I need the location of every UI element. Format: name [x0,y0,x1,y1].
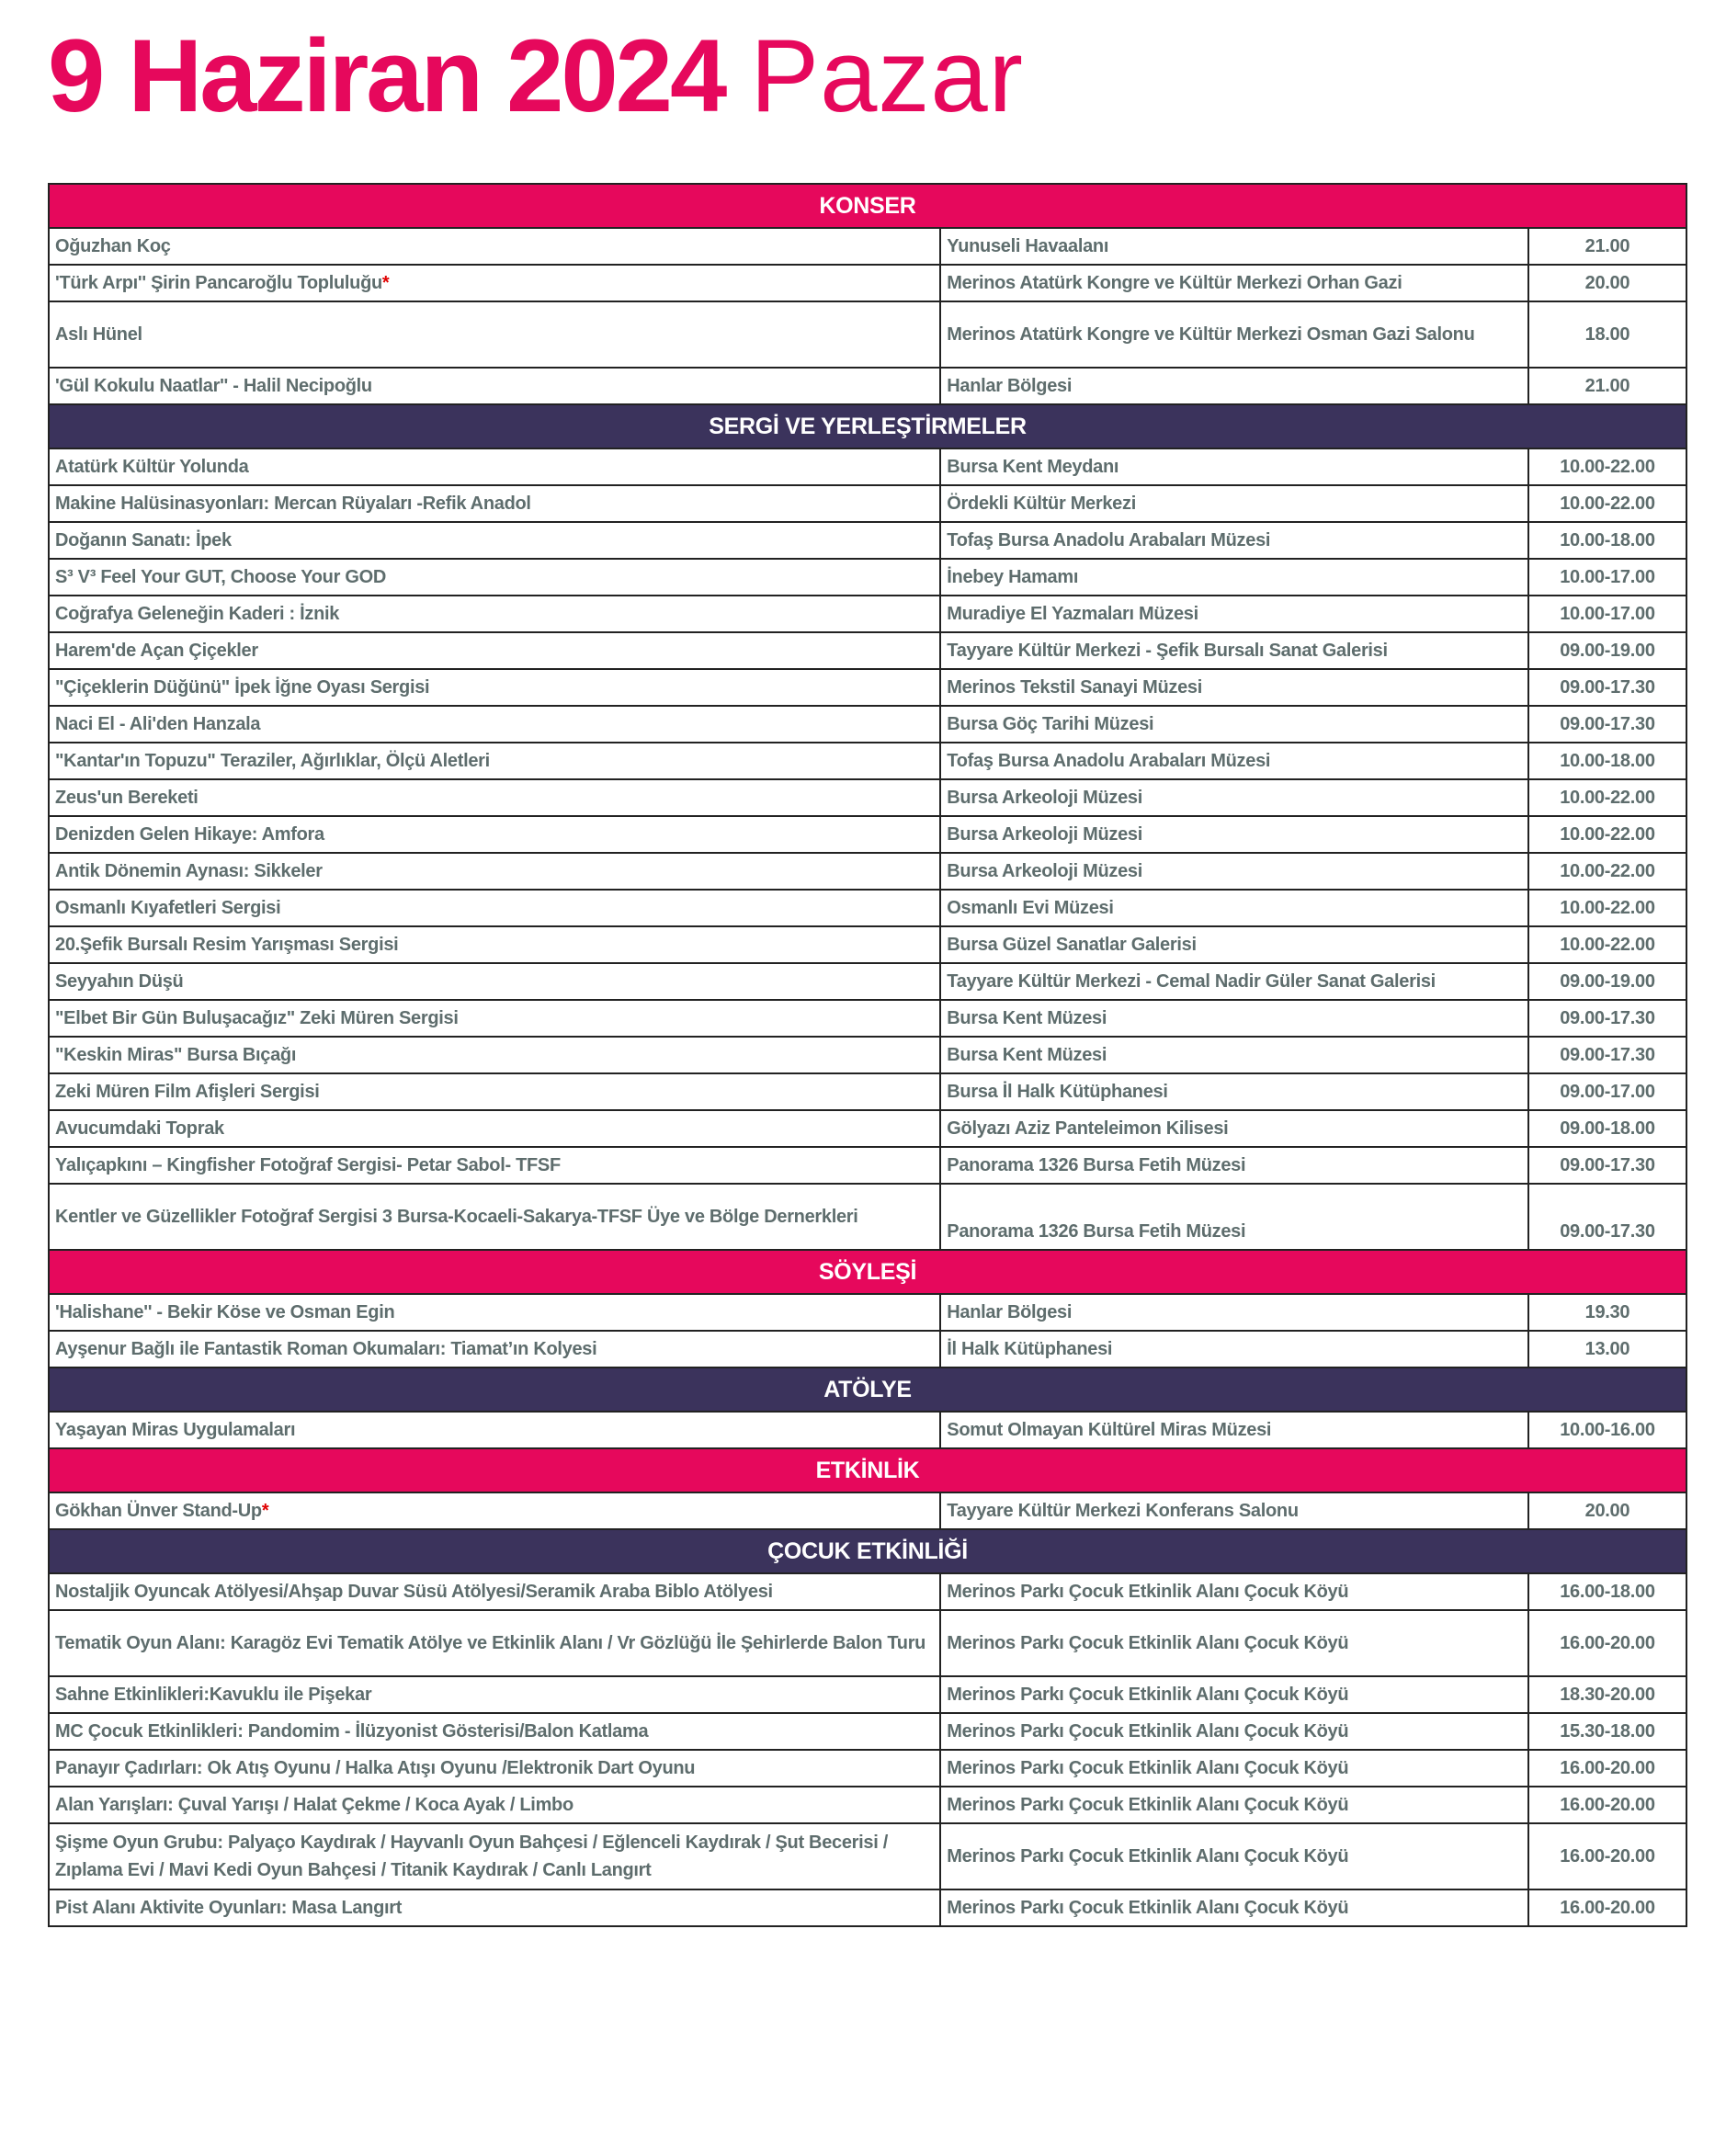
place-cell [940,1787,1528,1823]
time-cell [1528,1331,1686,1367]
event-cell [49,1000,940,1037]
place-cell [940,890,1528,926]
place-cell-text: Panorama 1326 Bursa Fetih Müzesi [947,1155,1246,1175]
time-cell [1528,1110,1686,1147]
place-cell-text: Muradiye El Yazmaları Müzesi [947,604,1198,624]
section-header [49,1367,1686,1412]
time-cell-text: 21.00 [1584,236,1630,256]
place-cell-text: Tofaş Bursa Anadolu Arabaları Müzesi [947,530,1271,550]
time-cell-text: 16.00-20.00 [1560,1846,1655,1867]
place-cell [940,1676,1528,1713]
event-cell [49,1610,940,1676]
time-cell-text: 10.00-17.00 [1560,604,1655,624]
place-cell-text: Tayyare Kültür Merkezi - Cemal Nadir Güler Sanat Galerisi [947,971,1436,992]
event-cell-text: Oğuzhan Koç [55,236,171,256]
event-cell [49,1889,940,1926]
section-title-text: SÖYLEŞİ [818,1259,917,1285]
table-row [49,301,1686,368]
time-cell-text: 09.00-17.00 [1560,1082,1655,1102]
event-cell [49,448,940,485]
event-cell-text: 'Türk Arpı'' Şirin Pancaroğlu Topluluğu [55,273,382,293]
time-cell-text: 10.00-22.00 [1560,457,1655,477]
place-cell [940,779,1528,816]
event-cell-text: Aslı Hünel [55,324,142,345]
event-cell [49,1713,940,1750]
table-row [49,1073,1686,1110]
place-cell-text: Merinos Parkı Çocuk Etkinlik Alanı Çocuk Köyü [947,1582,1349,1602]
time-cell-text: 21.00 [1584,376,1630,396]
event-cell-text: Zeki Müren Film Afişleri Sergisi [55,1082,320,1102]
event-cell-text: MC Çocuk Etkinlikleri: Pandomim - İlüzyonist Gösterisi/Balon Katlama [55,1721,649,1742]
place-cell-text: Bursa İl Halk Kütüphanesi [947,1082,1168,1102]
table-row [49,265,1686,301]
schedule-table [48,183,1687,1927]
time-cell-text: 09.00-17.30 [1560,1221,1655,1242]
event-cell-text: Harem'de Açan Çiçekler [55,641,258,661]
time-cell-text: 10.00-18.00 [1560,751,1655,771]
place-cell [940,1492,1528,1529]
time-cell-text: 18.00 [1584,324,1630,345]
place-cell-text: Tayyare Kültür Merkezi Konferans Salonu [947,1501,1299,1521]
event-cell [49,368,940,404]
place-cell [940,522,1528,559]
time-cell-text: 09.00-17.30 [1560,1045,1655,1065]
time-cell [1528,669,1686,706]
place-cell-text: İnebey Hamamı [947,567,1079,587]
event-cell [49,1331,940,1367]
event-cell [49,301,940,368]
place-cell-text: Merinos Parkı Çocuk Etkinlik Alanı Çocuk Köyü [947,1758,1349,1778]
time-cell [1528,1492,1686,1529]
time-cell-text: 16.00-20.00 [1560,1633,1655,1653]
table-row [49,853,1686,890]
place-cell-text: Panorama 1326 Bursa Fetih Müzesi [947,1221,1246,1242]
time-cell [1528,1676,1686,1713]
place-cell [940,1110,1528,1147]
table-row [49,1492,1686,1529]
section-title [49,1529,1686,1573]
event-cell-text: Doğanın Sanatı: İpek [55,530,232,550]
place-cell [940,1412,1528,1448]
time-cell [1528,265,1686,301]
place-cell-text: İl Halk Kütüphanesi [947,1339,1113,1359]
event-cell [49,926,940,963]
place-cell [940,1889,1528,1926]
event-cell-text: Seyyahın Düşü [55,971,184,992]
time-cell-text: 10.00-22.00 [1560,935,1655,955]
time-cell-text: 16.00-18.00 [1560,1582,1655,1602]
time-cell-text: 10.00-18.00 [1560,530,1655,550]
event-cell-text: Antik Dönemin Aynası: Sikkeler [55,861,323,881]
event-cell [49,1676,940,1713]
time-cell [1528,1713,1686,1750]
section-title-text: SERGİ VE YERLEŞTİRMELER [709,414,1027,439]
time-cell-text: 10.00-22.00 [1560,861,1655,881]
time-cell-text: 19.30 [1584,1302,1630,1322]
section-header [49,1529,1686,1573]
section-title [49,184,1686,228]
section-title [49,1448,1686,1492]
required-marker: * [381,273,390,293]
time-cell-text: 10.00-22.00 [1560,824,1655,845]
time-cell [1528,301,1686,368]
event-cell-text: Naci El - Ali'den Hanzala [55,714,261,734]
event-cell-text: 'Halishane'' - Bekir Köse ve Osman Egin [55,1302,395,1322]
place-cell-text: Somut Olmayan Kültürel Miras Müzesi [947,1420,1272,1440]
place-cell [940,669,1528,706]
event-cell-text: Tematik Oyun Alanı: Karagöz Evi Tematik Atölye ve Etkinlik Alanı / Vr Gözlüğü İle Şehirlerde Balon Turu [55,1633,926,1653]
place-cell [940,1073,1528,1110]
event-cell [49,559,940,596]
section-title-text: ETKİNLİK [815,1458,920,1483]
event-cell [49,1823,940,1889]
place-cell-text: Bursa Arkeoloji Müzesi [947,824,1142,845]
event-cell [49,1073,940,1110]
place-cell-text: Hanlar Bölgesi [947,1302,1073,1322]
event-cell [49,669,940,706]
event-cell-text: Ayşenur Bağlı ile Fantastik Roman Okumaları: Tiamat’ın Kolyesi [55,1339,597,1359]
time-cell [1528,522,1686,559]
event-cell [49,1573,940,1610]
table-row [49,1676,1686,1713]
section-header [49,1250,1686,1294]
table-row [49,963,1686,1000]
time-cell [1528,1787,1686,1823]
title-day: Pazar [750,18,1024,133]
time-cell-text: 16.00-20.00 [1560,1898,1655,1918]
table-row [49,890,1686,926]
section-header [49,404,1686,448]
event-cell-text: Coğrafya Geleneğin Kaderi : İznik [55,604,340,624]
place-cell-text: Merinos Parkı Çocuk Etkinlik Alanı Çocuk Köyü [947,1633,1349,1653]
time-cell [1528,1147,1686,1184]
event-cell-text: S³ V³ Feel Your GUT, Choose Your GOD [55,567,386,587]
table-row [49,368,1686,404]
event-cell [49,706,940,743]
place-cell-text: Merinos Parkı Çocuk Etkinlik Alanı Çocuk Köyü [947,1795,1349,1815]
time-cell [1528,1037,1686,1073]
place-cell [940,301,1528,368]
title-date: 9 Haziran 2024 [48,18,725,133]
place-cell-text: Hanlar Bölgesi [947,376,1073,396]
event-cell-text: Panayır Çadırları: Ok Atış Oyunu / Halka Atışı Oyunu /Elektronik Dart Oyunu [55,1758,696,1778]
place-cell [940,485,1528,522]
event-cell-text: Atatürk Kültür Yolunda [55,457,249,477]
table-row [49,228,1686,265]
table-row [49,1610,1686,1676]
time-cell-text: 13.00 [1584,1339,1630,1359]
place-cell [940,1573,1528,1610]
event-cell-text: Pist Alanı Aktivite Oyunları: Masa Langırt [55,1898,403,1918]
place-cell-text: Bursa Göç Tarihi Müzesi [947,714,1154,734]
place-cell-text: Merinos Atatürk Kongre ve Kültür Merkezi Orhan Gazi [947,273,1402,293]
event-cell [49,1110,940,1147]
place-cell [940,368,1528,404]
place-cell [940,265,1528,301]
event-cell-text: Makine Halüsinasyonları: Mercan Rüyaları -Refik Anadol [55,494,531,514]
time-cell-text: 10.00-17.00 [1560,567,1655,587]
section-title-text: KONSER [819,193,916,219]
time-cell [1528,1073,1686,1110]
place-cell [940,743,1528,779]
event-cell [49,265,940,301]
table-row [49,816,1686,853]
time-cell-text: 20.00 [1584,273,1630,293]
time-cell [1528,596,1686,632]
place-cell [940,632,1528,669]
place-cell [940,1000,1528,1037]
time-cell [1528,853,1686,890]
time-cell-text: 18.30-20.00 [1560,1685,1655,1705]
event-cell-text: Osmanlı Kıyafetleri Sergisi [55,898,281,918]
table-row [49,596,1686,632]
table-row [49,1823,1686,1889]
place-cell-text: Merinos Atatürk Kongre ve Kültür Merkezi Osman Gazi Salonu [947,324,1475,345]
place-cell-text: Gölyazı Aziz Panteleimon Kilisesi [947,1118,1229,1139]
place-cell-text: Tayyare Kültür Merkezi - Şefik Bursalı Sanat Galerisi [947,641,1388,661]
time-cell-text: 15.30-18.00 [1560,1721,1655,1742]
time-cell-text: 10.00-22.00 [1560,898,1655,918]
required-marker: * [261,1501,269,1521]
table-row [49,1110,1686,1147]
table-row [49,1294,1686,1331]
section-title [49,1367,1686,1412]
place-cell-text: Bursa Arkeoloji Müzesi [947,861,1142,881]
event-cell-text: "Keskin Miras" Bursa Bıçağı [55,1045,297,1065]
table-row [49,448,1686,485]
place-cell [940,706,1528,743]
event-cell-text: Alan Yarışları: Çuval Yarışı / Halat Çekme / Koca Ayak / Limbo [55,1795,573,1815]
place-cell-text: Yunuseli Havaalanı [947,236,1109,256]
time-cell [1528,743,1686,779]
table-row [49,1787,1686,1823]
event-cell-text: 20.Şefik Bursalı Resim Yarışması Sergisi [55,935,399,955]
place-cell-text: Bursa Güzel Sanatlar Galerisi [947,935,1197,955]
event-cell-text: "Çiçeklerin Düğünü" İpek İğne Oyası Sergisi [55,677,430,698]
event-cell-text: Denizden Gelen Hikaye: Amfora [55,824,324,845]
table-row [49,743,1686,779]
table-row [49,1000,1686,1037]
time-cell-text: 10.00-22.00 [1560,494,1655,514]
time-cell [1528,485,1686,522]
table-row [49,1889,1686,1926]
place-cell-text: Merinos Parkı Çocuk Etkinlik Alanı Çocuk Köyü [947,1846,1349,1867]
event-cell-text: Sahne Etkinlikleri:Kavuklu ile Pişekar [55,1685,372,1705]
event-cell-text: Gökhan Ünver Stand-Up [55,1501,262,1521]
time-cell [1528,926,1686,963]
time-cell [1528,1000,1686,1037]
time-cell [1528,816,1686,853]
table-row [49,1573,1686,1610]
time-cell [1528,1294,1686,1331]
time-cell-text: 10.00-22.00 [1560,788,1655,808]
time-cell-text: 09.00-19.00 [1560,641,1655,661]
table-row [49,779,1686,816]
time-cell-text: 20.00 [1584,1501,1630,1521]
place-cell [940,1331,1528,1367]
time-cell [1528,228,1686,265]
place-cell [940,596,1528,632]
event-cell-text: Avucumdaki Toprak [55,1118,224,1139]
event-cell [49,1412,940,1448]
place-cell-text: Bursa Kent Müzesi [947,1045,1107,1065]
time-cell [1528,1750,1686,1787]
section-title [49,1250,1686,1294]
table-row [49,485,1686,522]
table-row [49,522,1686,559]
event-cell-text: "Elbet Bir Gün Buluşacağız" Zeki Müren Sergisi [55,1008,459,1028]
event-cell-text: Yalıçapkını – Kingfisher Fotoğraf Sergisi- Petar Sabol- TFSF [55,1155,561,1175]
time-cell-text: 09.00-18.00 [1560,1118,1655,1139]
table-row [49,559,1686,596]
place-cell-text: Bursa Kent Müzesi [947,1008,1107,1028]
place-cell-text: Merinos Parkı Çocuk Etkinlik Alanı Çocuk Köyü [947,1898,1349,1918]
time-cell-text: 09.00-17.30 [1560,677,1655,698]
place-cell [940,816,1528,853]
event-cell-text: Zeus'un Bereketi [55,788,199,808]
place-cell [940,1184,1528,1250]
table-row [49,1412,1686,1448]
time-cell-text: 09.00-17.30 [1560,714,1655,734]
event-cell-text: Yaşayan Miras Uygulamaları [55,1420,296,1440]
place-cell-text: Ördekli Kültür Merkezi [947,494,1136,514]
event-cell [49,522,940,559]
table-row [49,1147,1686,1184]
event-cell [49,743,940,779]
place-cell-text: Merinos Parkı Çocuk Etkinlik Alanı Çocuk Köyü [947,1721,1349,1742]
table-row [49,1184,1686,1250]
event-cell [49,779,940,816]
place-cell [940,963,1528,1000]
place-cell [940,448,1528,485]
table-row [49,632,1686,669]
event-cell [49,1750,940,1787]
event-cell-text: Nostaljik Oyuncak Atölyesi/Ahşap Duvar Süsü Atölyesi/Seramik Araba Biblo Atölyesi [55,1582,773,1602]
table-row [49,1713,1686,1750]
table-row [49,1750,1686,1787]
time-cell [1528,448,1686,485]
section-header [49,184,1686,228]
time-cell [1528,1412,1686,1448]
table-row [49,1037,1686,1073]
time-cell-text: 10.00-16.00 [1560,1420,1655,1440]
time-cell [1528,890,1686,926]
place-cell [940,1713,1528,1750]
place-cell-text: Merinos Tekstil Sanayi Müzesi [947,677,1202,698]
time-cell-text: 09.00-17.30 [1560,1008,1655,1028]
time-cell [1528,632,1686,669]
event-cell [49,853,940,890]
event-cell [49,1787,940,1823]
place-cell [940,853,1528,890]
time-cell [1528,368,1686,404]
table-row [49,706,1686,743]
place-cell [940,1750,1528,1787]
section-header [49,1448,1686,1492]
place-cell [940,1147,1528,1184]
event-cell [49,596,940,632]
event-cell [49,1147,940,1184]
event-cell-text: 'Gül Kokulu Naatlar'' - Halil Necipoğlu [55,376,372,396]
event-cell [49,228,940,265]
place-cell [940,1823,1528,1889]
time-cell [1528,1889,1686,1926]
page-title [48,17,1024,135]
event-cell [49,1492,940,1529]
event-cell [49,1294,940,1331]
event-cell [49,1037,940,1073]
event-cell-text: Şişme Oyun Grubu: Palyaço Kaydırak / Hayvanlı Oyun Bahçesi / Eğlenceli Kaydırak / Şut Becerisi / Zıplama Evi / Mavi Kedi Oyun Bahçesi / Titanik Kaydırak / Canlı Langırt [55,1833,889,1880]
place-cell [940,559,1528,596]
place-cell-text: Bursa Arkeoloji Müzesi [947,788,1142,808]
time-cell [1528,706,1686,743]
section-title-text: ATÖLYE [823,1377,912,1402]
place-cell-text: Tofaş Bursa Anadolu Arabaları Müzesi [947,751,1271,771]
place-cell [940,926,1528,963]
time-cell [1528,779,1686,816]
event-cell [49,485,940,522]
place-cell [940,228,1528,265]
time-cell-text: 16.00-20.00 [1560,1758,1655,1778]
time-cell [1528,559,1686,596]
event-cell-text: "Kantar'ın Topuzu" Teraziler, Ağırlıklar, Ölçü Aletleri [55,751,490,771]
place-cell-text: Osmanlı Evi Müzesi [947,898,1114,918]
event-cell [49,816,940,853]
time-cell [1528,1573,1686,1610]
time-cell [1528,963,1686,1000]
table-row [49,926,1686,963]
event-cell [49,632,940,669]
section-title [49,404,1686,448]
event-cell-text: Kentler ve Güzellikler Fotoğraf Sergisi 3 Bursa-Kocaeli-Sakarya-TFSF Üye ve Bölge Dernerkleri [55,1207,858,1227]
time-cell-text: 09.00-17.30 [1560,1155,1655,1175]
time-cell [1528,1610,1686,1676]
table-row [49,669,1686,706]
event-cell [49,890,940,926]
time-cell-text: 09.00-19.00 [1560,971,1655,992]
place-cell [940,1037,1528,1073]
time-cell-text: 16.00-20.00 [1560,1795,1655,1815]
event-cell [49,963,940,1000]
place-cell [940,1294,1528,1331]
section-title-text: ÇOCUK ETKİNLİĞİ [767,1538,968,1564]
time-cell [1528,1823,1686,1889]
place-cell-text: Bursa Kent Meydanı [947,457,1119,477]
table-row [49,1331,1686,1367]
place-cell-text: Merinos Parkı Çocuk Etkinlik Alanı Çocuk Köyü [947,1685,1349,1705]
place-cell [940,1610,1528,1676]
time-cell [1528,1184,1686,1250]
event-cell [49,1184,940,1250]
